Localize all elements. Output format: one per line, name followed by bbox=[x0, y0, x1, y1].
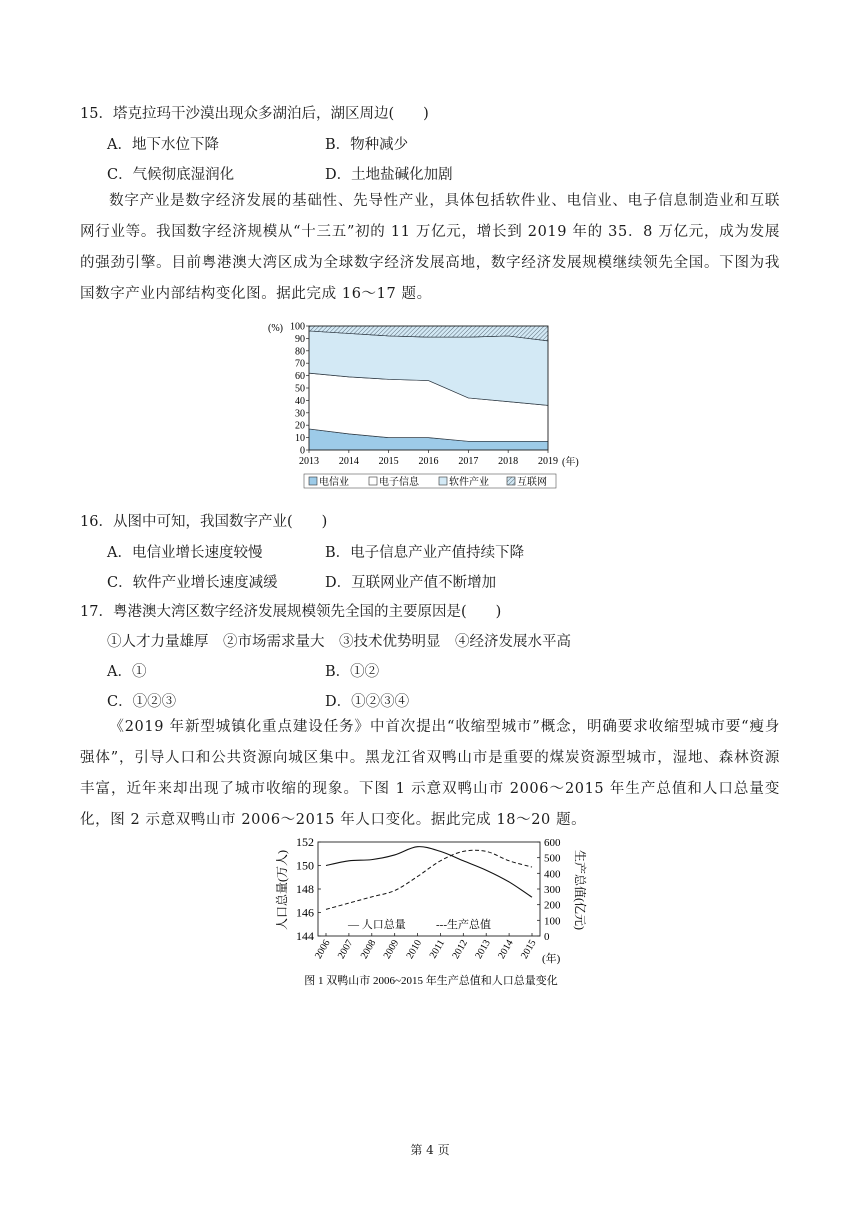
x-tick-label: 2015 bbox=[519, 938, 539, 961]
x-tick-label: 2018 bbox=[498, 456, 519, 467]
x-tick-label: 2007 bbox=[335, 938, 356, 961]
x-tick-label: 2011 bbox=[427, 938, 448, 961]
x-tick-label: 2006 bbox=[313, 938, 333, 961]
y-tick-label: 20 bbox=[295, 420, 305, 432]
figure2-legend-population: — 人口总量 bbox=[348, 919, 406, 931]
legend-telecom-swatch bbox=[309, 477, 317, 485]
right-tick-label: 500 bbox=[544, 852, 561, 865]
left-tick-label: 152 bbox=[296, 835, 314, 849]
figure2-right-axis-label: 生产总值(亿元) bbox=[573, 850, 587, 930]
y-tick-label: 90 bbox=[295, 333, 305, 345]
x-tick-label: 2012 bbox=[450, 938, 470, 961]
x-tick-label: 2009 bbox=[381, 938, 402, 961]
x-tick-label: 2008 bbox=[358, 938, 379, 961]
x-tick-label: 2015 bbox=[378, 456, 399, 467]
right-tick-label: 600 bbox=[544, 837, 561, 849]
y-tick-label: 10 bbox=[295, 433, 305, 445]
y-tick-label: 30 bbox=[295, 408, 305, 420]
y-tick-label: 40 bbox=[295, 395, 305, 407]
q15-option-d: D．土地盐碱化加剧 bbox=[325, 167, 453, 183]
figure1-y-unit: (%) bbox=[268, 323, 283, 334]
q15-option-c: C．气候彻底湿润化 bbox=[107, 167, 235, 183]
x-tick-label: 2010 bbox=[404, 938, 425, 961]
left-tick-label: 144 bbox=[296, 929, 314, 943]
left-tick-label: 150 bbox=[296, 858, 314, 873]
y-tick-label: 0 bbox=[300, 445, 305, 457]
q16-option-c: C．软件产业增长速度减缓 bbox=[107, 575, 278, 591]
right-tick-label: 0 bbox=[544, 931, 550, 943]
figure-shuangyashan-gdp-population bbox=[266, 834, 596, 990]
figure1-x-unit: (年) bbox=[562, 457, 579, 468]
legend-internet-swatch bbox=[507, 477, 515, 485]
figure2-caption: 图 1 双鸭山市 2006~2015 年生产总值和人口总量变化 bbox=[304, 975, 558, 987]
q16-option-a: A．电信业增长速度较慢 bbox=[107, 545, 263, 561]
legend-software-swatch bbox=[439, 477, 447, 485]
legend-internet: 互联网 bbox=[517, 477, 547, 488]
right-tick-label: 300 bbox=[544, 884, 561, 896]
x-tick-label: 2013 bbox=[473, 938, 493, 961]
legend-software: 软件产业 bbox=[449, 477, 489, 488]
y-tick-label: 70 bbox=[295, 358, 305, 370]
y-tick-label: 80 bbox=[295, 346, 305, 358]
x-tick-label: 2013 bbox=[299, 456, 319, 467]
legend-electronics-swatch bbox=[369, 477, 377, 485]
q16-option-b: B．电子信息产业产值持续下降 bbox=[325, 545, 525, 561]
q15-stem: 15．塔克拉玛干沙漠出现众多湖泊后，湖区周边( ) bbox=[80, 106, 429, 122]
x-tick-label: 2014 bbox=[338, 456, 359, 467]
q17-items: ①人才力量雄厚 ②市场需求量大 ③技术优势明显 ④经济发展水平高 bbox=[107, 634, 571, 650]
left-tick-label: 148 bbox=[296, 882, 314, 896]
y-tick-label: 100 bbox=[290, 321, 305, 333]
population-line bbox=[326, 847, 532, 898]
right-tick-label: 400 bbox=[544, 868, 561, 881]
x-tick-label: 2016 bbox=[418, 456, 439, 467]
left-tick-label: 146 bbox=[296, 905, 314, 920]
passage-1-text: 数字产业是数字经济发展的基础性、先导性产业，具体包括软件业、电信业、电子信息制造业和互联网行业等。我国数字经济规模从“十三五”初的 11 万亿元，增长到 2019 年的 35．8 万亿元，成为发展的强劲引擎。目前粤港澳大湾区成为全球数字经济发展高地，数字经济发展规模继续领先全国。下图为我国数字产业内部结构变化图。据此完成 16～17 题。 bbox=[80, 193, 780, 302]
q17-option-d: D．①②③④ bbox=[325, 694, 410, 710]
q17-option-c: C．①②③ bbox=[107, 694, 177, 710]
x-tick-label: 2017 bbox=[458, 456, 479, 467]
q17-stem: 17．粤港澳大湾区数字经济发展规模领先全国的主要原因是( ) bbox=[80, 604, 502, 620]
q15-option-b: B．物种减少 bbox=[325, 137, 409, 153]
y-tick-label: 50 bbox=[295, 383, 305, 395]
passage-1 bbox=[80, 186, 780, 310]
x-tick-label: 2019 bbox=[538, 456, 558, 467]
page-footer: 第 4 页 bbox=[410, 1143, 450, 1157]
passage-2 bbox=[80, 712, 780, 836]
q15-option-a: A．地下水位下降 bbox=[107, 137, 219, 153]
q17-option-a: A．① bbox=[107, 664, 147, 680]
x-tick-label: 2014 bbox=[496, 938, 516, 961]
y-tick-label: 60 bbox=[295, 371, 305, 383]
figure2-legend-gdp: ---生产总值 bbox=[436, 919, 491, 931]
figure-digital-industry-structure bbox=[266, 316, 606, 496]
figure2-x-unit: (年) bbox=[542, 953, 561, 965]
q16-option-d: D．互联网业产值不断增加 bbox=[325, 575, 497, 591]
legend-telecom: 电信业 bbox=[319, 477, 349, 488]
legend-electronics: 电子信息 bbox=[379, 477, 419, 488]
passage-2-text: 《2019 年新型城镇化重点建设任务》中首次提出“收缩型城市”概念，明确要求收缩型城市要“瘦身强体”，引导人口和公共资源向城区集中。黑龙江省双鸭山市是重要的煤炭资源型城市，湿地、森林资源丰富，近年来却出现了城市收缩的现象。下图 1 示意双鸭山市 2006～2015 年生产总值和人口总量变化，图 2 示意双鸭山市 2006～2015 年人口变化。据此完成 18～20 题。 bbox=[80, 719, 780, 828]
q16-stem: 16．从图中可知，我国数字产业( ) bbox=[80, 514, 328, 530]
q17-option-b: B．①② bbox=[325, 664, 380, 680]
figure2-left-axis-label: 人口总量(万人) bbox=[275, 850, 289, 930]
right-tick-label: 200 bbox=[544, 899, 561, 912]
right-tick-label: 100 bbox=[544, 915, 561, 928]
gdp-line bbox=[326, 850, 532, 909]
